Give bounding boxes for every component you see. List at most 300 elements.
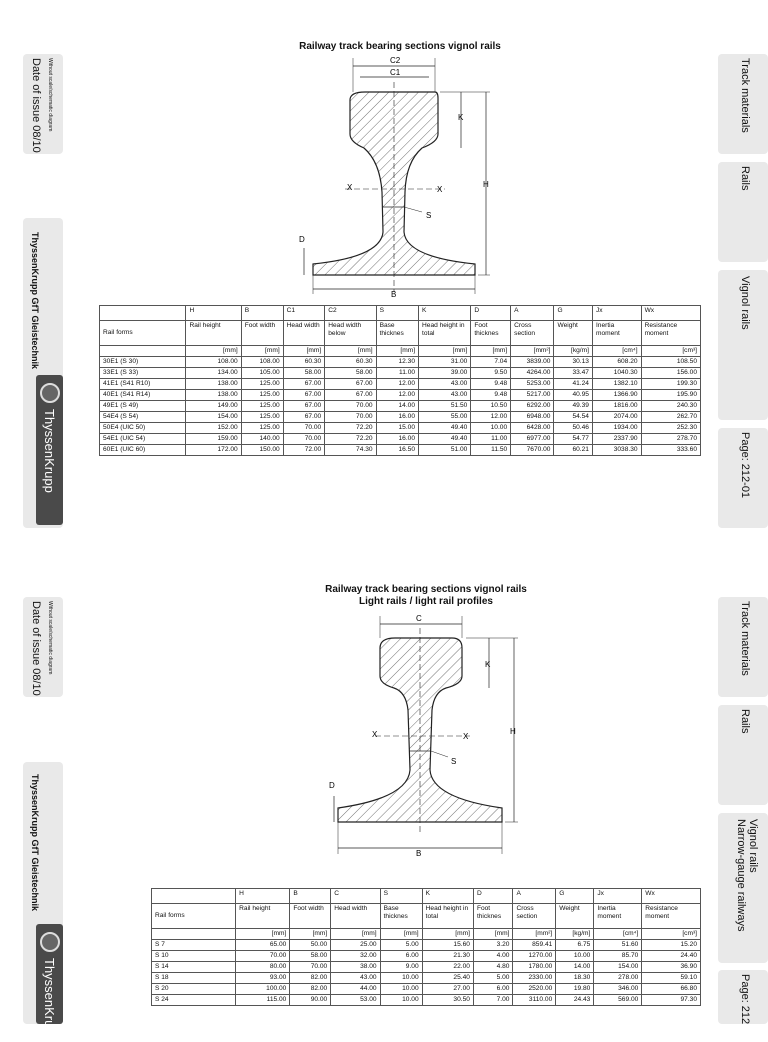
unit-cell: [mm] <box>290 929 331 940</box>
value-cell: 49.40 <box>419 434 471 445</box>
value-cell: 278.00 <box>594 973 642 984</box>
description-cell: Foot width <box>290 904 331 929</box>
value-cell: 199.30 <box>641 379 700 390</box>
value-cell: 5253.00 <box>511 379 554 390</box>
value-cell: 3839.00 <box>511 357 554 368</box>
value-cell: 9.48 <box>471 390 511 401</box>
description-row <box>100 321 701 346</box>
symbol-cell: S <box>380 889 422 904</box>
value-cell: 4264.00 <box>511 368 554 379</box>
label-h: H <box>483 180 489 189</box>
value-cell: 15.60 <box>422 940 473 951</box>
value-cell: 65.00 <box>236 940 290 951</box>
tab-track-label-1: Track materials <box>739 58 751 133</box>
symbol-cell: A <box>511 306 554 321</box>
value-cell: 51.00 <box>419 445 471 456</box>
value-cell: 150.00 <box>241 445 283 456</box>
table-row <box>152 973 701 984</box>
value-cell: 125.00 <box>241 401 283 412</box>
label-x-right-2: X <box>463 732 469 741</box>
value-cell: 10.00 <box>380 973 422 984</box>
value-cell: 152.00 <box>186 423 241 434</box>
logo-text-1: ThyssenKrupp <box>42 409 57 493</box>
unit-cell: [kg/m] <box>554 346 593 357</box>
table-row <box>100 357 701 368</box>
value-cell: 15.20 <box>642 940 701 951</box>
value-cell: 262.70 <box>641 412 700 423</box>
issue-date-2: Date of issue 08/10 <box>30 601 42 696</box>
value-cell: 4.00 <box>473 951 513 962</box>
description-row <box>152 904 701 929</box>
value-cell: 6977.00 <box>511 434 554 445</box>
value-cell: 6.75 <box>556 940 594 951</box>
rail-form-cell: S 10 <box>152 951 236 962</box>
right-tab-rails-2 <box>718 705 768 805</box>
value-cell: 67.00 <box>283 379 325 390</box>
symbol-cell <box>100 306 186 321</box>
scale-note-2: Without scale/schematic diagram <box>47 601 53 675</box>
right-tab-vignol-2 <box>718 813 768 963</box>
value-cell: 140.00 <box>241 434 283 445</box>
value-cell: 138.00 <box>186 390 241 401</box>
value-cell: 6948.00 <box>511 412 554 423</box>
rail-profile-diagram-1 <box>290 52 500 302</box>
unit-cell: [mm] <box>283 346 325 357</box>
value-cell: 1040.30 <box>592 368 641 379</box>
value-cell: 1366.90 <box>592 390 641 401</box>
value-cell: 70.00 <box>290 962 331 973</box>
description-cell: Head height in total <box>422 904 473 929</box>
table-row <box>152 940 701 951</box>
value-cell: 30.13 <box>554 357 593 368</box>
value-cell: 30.50 <box>422 995 473 1006</box>
label-b-2: B <box>416 849 422 858</box>
value-cell: 82.00 <box>290 973 331 984</box>
units-row <box>152 929 701 940</box>
symbol-row <box>152 889 701 904</box>
symbol-cell: Jx <box>594 889 642 904</box>
description-cell: Rail forms <box>100 321 186 346</box>
unit-cell: [mm] <box>236 929 290 940</box>
value-cell: 278.70 <box>641 434 700 445</box>
value-cell: 97.30 <box>642 995 701 1006</box>
description-cell: Weight <box>556 904 594 929</box>
value-cell: 240.30 <box>641 401 700 412</box>
label-d-2: D <box>329 781 335 790</box>
value-cell: 108.00 <box>241 357 283 368</box>
symbol-cell: Wx <box>641 306 700 321</box>
unit-cell: [mm] <box>241 346 283 357</box>
symbol-cell: G <box>554 306 593 321</box>
value-cell: 90.00 <box>290 995 331 1006</box>
value-cell: 43.00 <box>331 973 380 984</box>
symbol-cell: B <box>241 306 283 321</box>
description-cell: Inertia moment <box>592 321 641 346</box>
label-d: D <box>299 235 305 244</box>
scale-note-1: Without scale/schematic diagram <box>47 58 53 132</box>
value-cell: 27.00 <box>422 984 473 995</box>
value-cell: 70.00 <box>283 423 325 434</box>
value-cell: 14.00 <box>376 401 418 412</box>
value-cell: 12.00 <box>376 390 418 401</box>
value-cell: 125.00 <box>241 423 283 434</box>
right-tab-rails-1 <box>718 162 768 262</box>
unit-cell: [mm] <box>471 346 511 357</box>
value-cell: 67.00 <box>283 401 325 412</box>
unit-cell: [mm] <box>186 346 241 357</box>
value-cell: 108.00 <box>186 357 241 368</box>
unit-cell: [mm²] <box>513 929 556 940</box>
label-x-right: X <box>437 185 443 194</box>
value-cell: 12.30 <box>376 357 418 368</box>
symbol-cell: D <box>471 306 511 321</box>
value-cell: 4.80 <box>473 962 513 973</box>
rail-form-cell: S 24 <box>152 995 236 1006</box>
value-cell: 24.43 <box>556 995 594 1006</box>
symbol-cell: K <box>419 306 471 321</box>
section2-title: Railway track bearing sections vignol rails <box>325 584 527 595</box>
value-cell: 154.00 <box>594 962 642 973</box>
value-cell: 72.20 <box>325 434 376 445</box>
label-k: K <box>458 113 464 122</box>
value-cell: 138.00 <box>186 379 241 390</box>
unit-cell <box>100 346 186 357</box>
value-cell: 6428.00 <box>511 423 554 434</box>
value-cell: 125.00 <box>241 412 283 423</box>
value-cell: 51.60 <box>594 940 642 951</box>
rail-form-cell: S 7 <box>152 940 236 951</box>
tab-vignol-label-2: Vignol rails <box>747 819 759 873</box>
value-cell: 346.00 <box>594 984 642 995</box>
value-cell: 72.20 <box>325 423 376 434</box>
symbol-cell: Jx <box>592 306 641 321</box>
table-row <box>100 379 701 390</box>
value-cell: 70.00 <box>325 412 376 423</box>
unit-cell <box>152 929 236 940</box>
value-cell: 55.00 <box>419 412 471 423</box>
table-row <box>100 368 701 379</box>
value-cell: 70.00 <box>283 434 325 445</box>
value-cell: 18.30 <box>556 973 594 984</box>
value-cell: 195.90 <box>641 390 700 401</box>
value-cell: 36.90 <box>642 962 701 973</box>
description-cell: Head width below <box>325 321 376 346</box>
table-row <box>100 445 701 456</box>
value-cell: 82.00 <box>290 984 331 995</box>
value-cell: 67.00 <box>325 390 376 401</box>
table-row <box>152 984 701 995</box>
rail-form-cell: 50E4 (UIC 50) <box>100 423 186 434</box>
unit-cell: [cm⁴] <box>592 346 641 357</box>
section2-subtitle: Light rails / light rail profiles <box>359 596 493 607</box>
label-k-2: K <box>485 660 491 669</box>
value-cell: 172.00 <box>186 445 241 456</box>
value-cell: 24.40 <box>642 951 701 962</box>
left-tab-issue-1 <box>23 54 63 154</box>
value-cell: 1270.00 <box>513 951 556 962</box>
value-cell: 1382.10 <box>592 379 641 390</box>
value-cell: 49.39 <box>554 401 593 412</box>
left-tab-company-2 <box>23 762 63 1042</box>
unit-cell: [mm] <box>325 346 376 357</box>
value-cell: 156.00 <box>641 368 700 379</box>
label-x-left-2: X <box>372 730 378 739</box>
symbol-cell: S <box>376 306 418 321</box>
description-cell: Weight <box>554 321 593 346</box>
value-cell: 25.00 <box>331 940 380 951</box>
value-cell: 134.00 <box>186 368 241 379</box>
right-tab-track-1 <box>718 54 768 154</box>
unit-cell: [mm²] <box>511 346 554 357</box>
symbol-cell: G <box>556 889 594 904</box>
symbol-cell: A <box>513 889 556 904</box>
value-cell: 5.00 <box>473 973 513 984</box>
value-cell: 49.40 <box>419 423 471 434</box>
value-cell: 569.00 <box>594 995 642 1006</box>
value-cell: 50.46 <box>554 423 593 434</box>
rail-profile-diagram-2 <box>320 610 530 860</box>
unit-cell: [mm] <box>376 346 418 357</box>
value-cell: 80.00 <box>236 962 290 973</box>
right-tab-page-2 <box>718 970 768 1024</box>
value-cell: 11.50 <box>471 445 511 456</box>
value-cell: 51.50 <box>419 401 471 412</box>
description-cell: Head height in total <box>419 321 471 346</box>
description-cell: Foot thicknes <box>471 321 511 346</box>
value-cell: 40.95 <box>554 390 593 401</box>
value-cell: 58.00 <box>325 368 376 379</box>
value-cell: 1780.00 <box>513 962 556 973</box>
table-row <box>100 401 701 412</box>
label-x-left: X <box>347 183 353 192</box>
table-row <box>100 390 701 401</box>
value-cell: 54.54 <box>554 412 593 423</box>
logo-text-2: ThyssenKrupp <box>42 958 57 1042</box>
description-cell: Base thicknes <box>376 321 418 346</box>
unit-cell: [cm³] <box>641 346 700 357</box>
value-cell: 9.50 <box>471 368 511 379</box>
company-name-2: ThyssenKrupp GfT Gleistechnik <box>30 774 40 912</box>
value-cell: 859.41 <box>513 940 556 951</box>
value-cell: 70.00 <box>236 951 290 962</box>
description-cell: Head width <box>331 904 380 929</box>
value-cell: 50.00 <box>290 940 331 951</box>
value-cell: 60.30 <box>283 357 325 368</box>
value-cell: 9.48 <box>471 379 511 390</box>
value-cell: 105.00 <box>241 368 283 379</box>
value-cell: 10.50 <box>471 401 511 412</box>
value-cell: 7.04 <box>471 357 511 368</box>
label-s: S <box>426 211 432 220</box>
tab-rails-label-2: Rails <box>739 709 751 734</box>
table-row <box>100 423 701 434</box>
label-b: B <box>391 290 397 299</box>
tab-track-label-2: Track materials <box>739 601 751 676</box>
logo-2 <box>36 924 63 1042</box>
rail-form-cell: S 20 <box>152 984 236 995</box>
logo-emblem-icon <box>40 932 60 952</box>
value-cell: 125.00 <box>241 379 283 390</box>
value-cell: 16.50 <box>376 445 418 456</box>
value-cell: 43.00 <box>419 379 471 390</box>
unit-cell: [mm] <box>419 346 471 357</box>
rail-spec-table-2 <box>151 888 701 1006</box>
value-cell: 115.00 <box>236 995 290 1006</box>
value-cell: 149.00 <box>186 401 241 412</box>
value-cell: 3038.30 <box>592 445 641 456</box>
value-cell: 10.00 <box>556 951 594 962</box>
table-row <box>152 962 701 973</box>
value-cell: 1934.00 <box>592 423 641 434</box>
section1-title: Railway track bearing sections vignol rails <box>299 41 501 52</box>
unit-cell: [cm³] <box>642 929 701 940</box>
rail-form-cell: 41E1 (S41 R10) <box>100 379 186 390</box>
value-cell: 33.47 <box>554 368 593 379</box>
label-s-2: S <box>451 757 457 766</box>
value-cell: 3.20 <box>473 940 513 951</box>
value-cell: 67.00 <box>283 390 325 401</box>
description-cell: Head width <box>283 321 325 346</box>
description-cell: Foot width <box>241 321 283 346</box>
value-cell: 31.00 <box>419 357 471 368</box>
rail-form-cell: 54E4 (S 54) <box>100 412 186 423</box>
unit-cell: [mm] <box>380 929 422 940</box>
value-cell: 7.00 <box>473 995 513 1006</box>
unit-cell: [mm] <box>331 929 380 940</box>
description-cell: Cross section <box>513 904 556 929</box>
tab-vignol-label-1: Vignol rails <box>739 276 751 330</box>
company-name-1: ThyssenKrupp GfT Gleistechnik <box>30 232 40 370</box>
value-cell: 70.00 <box>325 401 376 412</box>
value-cell: 60.21 <box>554 445 593 456</box>
value-cell: 67.00 <box>283 412 325 423</box>
rail-form-cell: 60E1 (UIC 60) <box>100 445 186 456</box>
rail-spec-table-1 <box>99 305 701 456</box>
description-cell: Resistance moment <box>642 904 701 929</box>
label-c1: C1 <box>390 68 401 77</box>
value-cell: 1816.00 <box>592 401 641 412</box>
value-cell: 58.00 <box>283 368 325 379</box>
symbol-cell: B <box>290 889 331 904</box>
issue-date-1: Date of issue 08/10 <box>30 58 42 153</box>
right-tab-page-1 <box>718 428 768 528</box>
left-tab-issue-2 <box>23 597 63 697</box>
value-cell: 44.00 <box>331 984 380 995</box>
rail-form-cell: S 18 <box>152 973 236 984</box>
value-cell: 11.00 <box>471 434 511 445</box>
value-cell: 14.00 <box>556 962 594 973</box>
symbol-cell: Wx <box>642 889 701 904</box>
value-cell: 74.30 <box>325 445 376 456</box>
description-cell: Cross section <box>511 321 554 346</box>
value-cell: 12.00 <box>471 412 511 423</box>
value-cell: 11.00 <box>376 368 418 379</box>
value-cell: 16.00 <box>376 412 418 423</box>
value-cell: 154.00 <box>186 412 241 423</box>
label-c2: C2 <box>390 56 401 65</box>
value-cell: 252.30 <box>641 423 700 434</box>
value-cell: 53.00 <box>331 995 380 1006</box>
value-cell: 3110.00 <box>513 995 556 1006</box>
value-cell: 41.24 <box>554 379 593 390</box>
rail-form-cell: 30E1 (S 30) <box>100 357 186 368</box>
value-cell: 9.00 <box>380 962 422 973</box>
table-row <box>152 951 701 962</box>
value-cell: 39.00 <box>419 368 471 379</box>
value-cell: 12.00 <box>376 379 418 390</box>
rail-form-cell: S 14 <box>152 962 236 973</box>
value-cell: 85.70 <box>594 951 642 962</box>
value-cell: 6292.00 <box>511 401 554 412</box>
value-cell: 5.00 <box>380 940 422 951</box>
symbol-cell: C2 <box>325 306 376 321</box>
value-cell: 58.00 <box>290 951 331 962</box>
unit-cell: [cm⁴] <box>594 929 642 940</box>
symbol-cell: K <box>422 889 473 904</box>
value-cell: 5217.00 <box>511 390 554 401</box>
rail-form-cell: 40E1 (S41 R14) <box>100 390 186 401</box>
value-cell: 608.20 <box>592 357 641 368</box>
rail-form-cell: 49E1 (S 49) <box>100 401 186 412</box>
value-cell: 60.30 <box>325 357 376 368</box>
left-tab-company-1 <box>23 218 63 528</box>
description-cell: Foot thicknes <box>473 904 513 929</box>
value-cell: 100.00 <box>236 984 290 995</box>
tab-narrow-label-2: Narrow-gauge railways <box>735 819 747 932</box>
value-cell: 2337.90 <box>592 434 641 445</box>
value-cell: 19.80 <box>556 984 594 995</box>
table-row <box>152 995 701 1006</box>
value-cell: 59.10 <box>642 973 701 984</box>
page-number-2: Page: 212 <box>739 974 751 1025</box>
value-cell: 72.00 <box>283 445 325 456</box>
rail-form-cell: 54E1 (UIC 54) <box>100 434 186 445</box>
units-row <box>100 346 701 357</box>
logo-emblem-icon <box>40 383 60 403</box>
value-cell: 333.60 <box>641 445 700 456</box>
value-cell: 6.00 <box>380 951 422 962</box>
value-cell: 22.00 <box>422 962 473 973</box>
description-cell: Resistance moment <box>641 321 700 346</box>
description-cell: Rail height <box>236 904 290 929</box>
symbol-cell: C <box>331 889 380 904</box>
symbol-cell <box>152 889 236 904</box>
value-cell: 93.00 <box>236 973 290 984</box>
value-cell: 25.40 <box>422 973 473 984</box>
label-c: C <box>416 614 422 623</box>
value-cell: 108.50 <box>641 357 700 368</box>
value-cell: 66.80 <box>642 984 701 995</box>
value-cell: 7670.00 <box>511 445 554 456</box>
value-cell: 21.30 <box>422 951 473 962</box>
page-number-1: Page: 212-01 <box>739 432 751 499</box>
description-cell: Inertia moment <box>594 904 642 929</box>
symbol-cell: H <box>186 306 241 321</box>
description-cell: Rail forms <box>152 904 236 929</box>
label-h-2: H <box>510 727 516 736</box>
symbol-cell: C1 <box>283 306 325 321</box>
value-cell: 16.00 <box>376 434 418 445</box>
value-cell: 54.77 <box>554 434 593 445</box>
description-cell: Base thicknes <box>380 904 422 929</box>
value-cell: 10.00 <box>471 423 511 434</box>
value-cell: 2074.00 <box>592 412 641 423</box>
value-cell: 38.00 <box>331 962 380 973</box>
value-cell: 15.00 <box>376 423 418 434</box>
unit-cell: [mm] <box>473 929 513 940</box>
value-cell: 10.00 <box>380 995 422 1006</box>
value-cell: 32.00 <box>331 951 380 962</box>
